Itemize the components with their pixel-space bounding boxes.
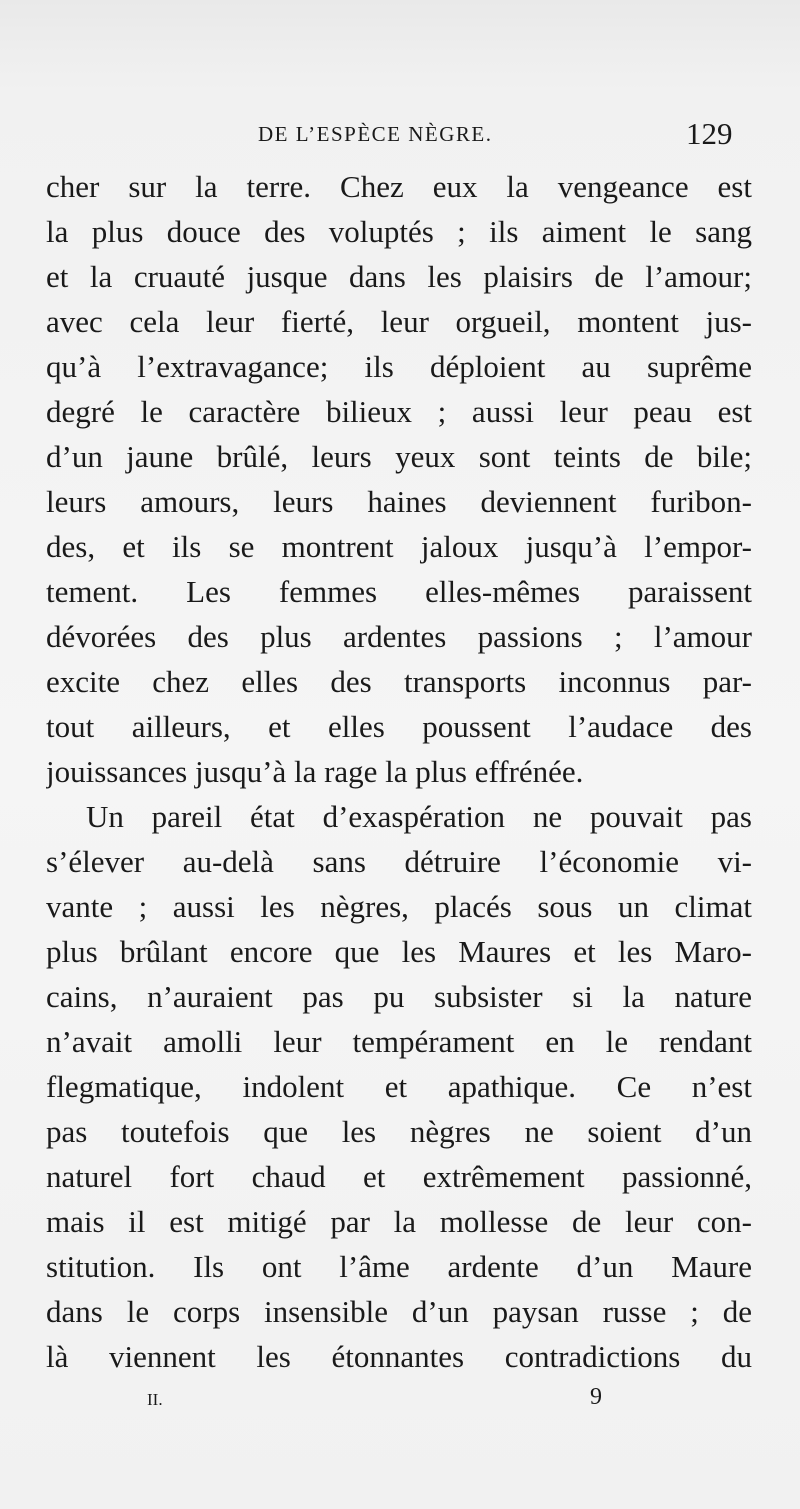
- text-line-6: degré le caractère bilieux ; aussi leur peau est: [46, 394, 752, 429]
- text-line-12: excite chez elles des transports inconnus par-: [46, 664, 752, 699]
- text-line-11: dévorées des plus ardentes passions ; l’amour: [46, 619, 752, 654]
- text-line-17: vante ; aussi les nègres, placés sous un climat: [46, 889, 752, 924]
- page-number: 129: [686, 116, 733, 151]
- text-line-2: la plus douce des voluptés ; ils aiment le sang: [46, 214, 752, 249]
- text-line-20: n’avait amolli leur tempérament en le rendant: [46, 1024, 752, 1059]
- text-line-21: flegmatique, indolent et apathique. Ce n’est: [46, 1069, 752, 1104]
- text-line-25: stitution. Ils ont l’âme ardente d’un Maure: [46, 1249, 752, 1284]
- text-line-5: qu’à l’extravagance; ils déploient au suprême: [46, 349, 752, 384]
- text-line-1: cher sur la terre. Chez eux la vengeance est: [46, 169, 752, 204]
- text-line-19: cains, n’auraient pas pu subsister si la nature: [46, 979, 752, 1014]
- text-line-16: s’élever au-delà sans détruire l’économie vi-: [46, 844, 752, 879]
- text-line-15: Un pareil état d’exaspération ne pouvait pas: [86, 799, 752, 834]
- text-line-4: avec cela leur fierté, leur orgueil, montent jus-: [46, 304, 752, 339]
- text-line-18: plus brûlant encore que les Maures et les Maro-: [46, 934, 752, 969]
- text-line-10: tement. Les femmes elles-mêmes paraissent: [46, 574, 752, 609]
- running-title: DE L’ESPÈCE NÈGRE.: [258, 122, 493, 146]
- text-line-24: mais il est mitigé par la mollesse de leur con-: [46, 1204, 752, 1239]
- text-line-27: là viennent les étonnantes contradictions du: [46, 1339, 752, 1374]
- text-line-23: naturel fort chaud et extrêmement passionné,: [46, 1159, 752, 1194]
- body-text: [46, 164, 752, 1379]
- text-line-14: jouissances jusqu’à la rage la plus effrénée.: [46, 754, 584, 789]
- volume-mark: II.: [147, 1390, 163, 1409]
- signature-mark: 9: [590, 1384, 602, 1410]
- text-line-13: tout ailleurs, et elles poussent l’audace des: [46, 709, 752, 744]
- text-line-8: leurs amours, leurs haines deviennent furibon-: [46, 484, 752, 519]
- page-footer: [140, 1384, 640, 1420]
- text-line-9: des, et ils se montrent jaloux jusqu’à l’empor-: [46, 529, 752, 564]
- text-line-22: pas toutefois que les nègres ne soient d’un: [46, 1114, 752, 1149]
- text-line-7: d’un jaune brûlé, leurs yeux sont teints de bile;: [46, 439, 752, 474]
- text-line-26: dans le corps insensible d’un paysan russe ; de: [46, 1294, 752, 1329]
- page-header: [258, 118, 758, 154]
- text-line-3: et la cruauté jusque dans les plaisirs de l’amour;: [46, 259, 752, 294]
